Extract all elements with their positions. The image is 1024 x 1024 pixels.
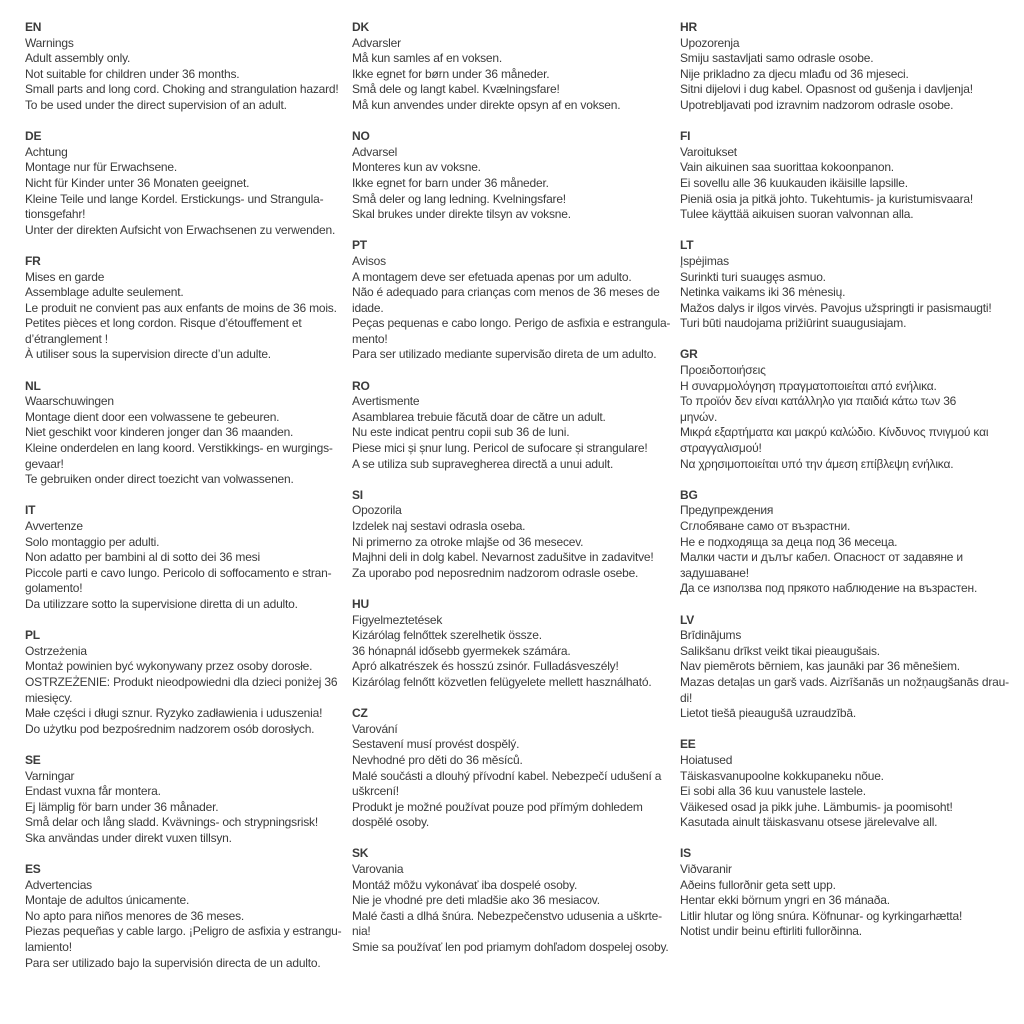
warning-line: Να χρησιμοποιείται υπό την άμεση επίβλεψη ενήλικα. (680, 456, 954, 471)
warning-section-hu (352, 597, 674, 691)
warning-line: mento! (352, 331, 388, 346)
language-code-label: FI (680, 129, 691, 144)
warning-line: Za uporabo pod neposrednim nadzorom odrasle osebe. (352, 565, 639, 580)
warning-line: Para ser utilizado mediante supervisão direta de um adulto. (352, 347, 657, 362)
warning-section-lv (680, 613, 1018, 722)
warning-line: Vain aikuinen saa suorittaa kokoonpanon. (680, 160, 894, 175)
warning-title: Opozorila (352, 503, 402, 518)
language-code-label: IS (680, 846, 691, 861)
warning-section-nl (25, 379, 355, 488)
warning-line: Montage dient door een volwassene te gebeuren. (25, 409, 280, 424)
language-code-label: PL (25, 628, 40, 643)
warning-title: Mises en garde (25, 269, 105, 284)
warning-section-pt (352, 238, 674, 363)
warning-line: Solo montaggio per adulti. (25, 534, 160, 549)
language-code-label: SE (25, 752, 41, 767)
warning-line: miesięcy. (25, 690, 73, 705)
warning-line: Salikšanu drīkst veikt tikai pieaugušais. (680, 643, 880, 658)
warning-line: Kleine onderdelen en lang koord. Verstikkings- en wurgings- (25, 441, 333, 456)
language-code-label: SK (352, 846, 369, 861)
warning-line: Må kun anvendes under direkte opsyn af en voksen. (352, 97, 621, 112)
warning-line: Smiju sastavljati samo odrasle osobe. (680, 51, 874, 66)
warning-line: Petites pièces et long cordon. Risque d’étouffement et (25, 316, 302, 331)
warning-line: Upotrebljavati pod izravnim nadzorom odrasle osobe. (680, 97, 954, 112)
language-code-label: BG (680, 487, 698, 502)
warning-title: Warnings (25, 35, 74, 50)
warning-line: Do użytku pod bezpośrednim nadzorem osób dorosłych. (25, 721, 315, 736)
language-code-label: ES (25, 862, 41, 877)
warning-line: Da utilizzare sotto la supervisione diretta di un adulto. (25, 596, 298, 611)
warning-line: Montaż powinien być wykonywany przez osoby dorosłe. (25, 659, 313, 674)
warning-line: Lietot tiešā pieaugušā uzraudzībā. (680, 706, 856, 721)
column-right (680, 20, 1018, 956)
language-code-label: NL (25, 378, 41, 393)
warning-line: Kizárólag felnőtt közvetlen felügyelete mellett használható. (352, 674, 652, 689)
warning-line: Izdelek naj sestavi odrasla oseba. (352, 519, 526, 533)
warning-line: Pieniä osia ja pitkä johto. Tukehtumis- ja kuristumisvaara! (680, 191, 974, 206)
warning-line: nia! (352, 924, 371, 939)
warning-line: Le produit ne convient pas aux enfants de moins de 36 mois. (25, 300, 337, 315)
warning-line: Не е подходяща за деца под 36 месеца. (680, 534, 898, 549)
warning-line: Litlir hlutar og löng snúra. Köfnunar- og kyrkingarhætta! (680, 908, 963, 923)
language-code-label: IT (25, 503, 36, 518)
warning-line: To be used under the direct supervision of an adult. (25, 97, 287, 112)
warning-title: Įspėjimas (680, 253, 729, 268)
language-code-label: PT (352, 238, 367, 253)
language-code-label: FR (25, 253, 41, 268)
warning-line: di! (680, 690, 693, 705)
warning-line: Sestavení musí provést dospělý. (352, 737, 520, 752)
warning-line: Το προϊόν δεν είναι κατάλληλο για παιδιά κάτω των 36 (680, 394, 957, 409)
warning-line: No apto para niños menores de 36 meses. (25, 908, 244, 923)
warning-title: Advarsel (352, 144, 398, 159)
warning-line: задушаване! (680, 565, 749, 580)
warning-line: Nije prikladno za djecu mlađu od 36 mjeseci. (680, 66, 909, 81)
warning-section-hr (680, 20, 1018, 114)
warning-line: Netinka vaikams iki 36 mėnesių. (680, 285, 846, 300)
language-code-label: CZ (352, 706, 368, 721)
warning-line: Ej lämplig för barn under 36 månader. (25, 799, 219, 814)
warning-line: OSTRZEŻENIE: Produkt nieodpowiedni dla dzieci poniżej 36 (25, 674, 338, 689)
warning-line: μηνών. (680, 409, 718, 424)
warning-line: gevaar! (25, 456, 64, 471)
warning-section-ro (352, 379, 674, 473)
language-code-label: LV (680, 612, 695, 627)
warning-line: lamiento! (25, 940, 72, 955)
warning-line: Adult assembly only. (25, 51, 131, 66)
warning-line: Ska användas under direkt vuxen tillsyn. (25, 830, 232, 845)
warning-line: Endast vuxna får montera. (25, 784, 161, 799)
warning-line: Malé součásti a dlouhý přívodní kabel. Nebezpečí udušení a (352, 768, 662, 783)
warning-line: Smie sa používať len pod priamym dohľadom dospelej osoby. (352, 940, 669, 955)
warning-title: Upozorenja (680, 35, 740, 50)
warning-line: Aðeins fullorðnir geta sett upp. (680, 877, 836, 892)
warning-title: Advertencias (25, 877, 92, 892)
warning-section-ee (680, 737, 1018, 831)
language-code-label: RO (352, 378, 370, 393)
warning-line: Non adatto per bambini al di sotto dei 36 mesi (25, 550, 260, 565)
warning-line: Kasutada ainult täiskasvanu otsese järelevalve all. (680, 815, 938, 830)
language-code-label: HU (352, 596, 369, 611)
warning-line: Tulee käyttää aikuisen suoran valvonnan alla. (680, 207, 914, 222)
warning-line: Te gebruiken onder direct toezicht van volwassenen. (25, 472, 294, 487)
warning-line: Nevhodné pro děti do 36 měsíců. (352, 752, 523, 767)
warning-line: Да се използва под прякото наблюдение на възрастен. (680, 581, 978, 596)
warning-section-en (25, 20, 355, 114)
warning-line: Kizárólag felnőttek szerelhetik össze. (352, 628, 542, 643)
warning-line: 36 hónapnál idősebb gyermekek számára. (352, 643, 571, 658)
warning-line: Ni primerno za otroke mlajše od 36 mesecev. (352, 534, 584, 549)
warning-line: Skal brukes under direkte tilsyn av voksne. (352, 207, 571, 222)
warning-line: Μικρά εξαρτήματα και μακρύ καλώδιο. Κίνδυνος πνιγμού και (680, 425, 989, 440)
warning-line: Small parts and long cord. Choking and strangulation hazard! (25, 82, 339, 97)
column-left (25, 20, 355, 987)
warning-line: Nu este indicat pentru copii sub 36 de luni. (352, 425, 570, 440)
warning-title: Avvertenze (25, 519, 83, 533)
warning-line: Piezas pequeñas y cable largo. ¡Peligro de asfixia y estrangu- (25, 924, 342, 939)
warning-line: Turi būti naudojama prižiūrint suaugusiajam. (680, 316, 907, 331)
warning-section-it (25, 503, 355, 612)
warning-line: Não é adequado para crianças com menos de 36 meses de (352, 285, 660, 300)
language-code-label: SI (352, 487, 363, 502)
warning-section-lt (680, 238, 1018, 332)
warning-line: tionsgefahr! (25, 207, 86, 222)
warning-line: Produkt je možné používat pouze pod přímým dohledem (352, 799, 643, 814)
warning-title: Figyelmeztetések (352, 612, 443, 627)
warning-line: A montagem deve ser efetuada apenas por um adulto. (352, 269, 632, 284)
language-code-label: EE (680, 737, 696, 752)
warning-title: Предупреждения (680, 503, 774, 518)
warning-line: Notist undir beinu eftirliti fullorðinna. (680, 924, 862, 939)
warning-line: Sitni dijelovi i dug kabel. Opasnost od gušenja i davljenja! (680, 82, 973, 97)
warning-section-se (25, 753, 355, 847)
warning-title: Varovania (352, 862, 404, 877)
warning-title: Hoiatused (680, 752, 733, 767)
warning-line: Hentar ekki börnum yngri en 36 mánaða. (680, 893, 890, 908)
warning-section-fi (680, 129, 1018, 223)
warning-line: Små delar och lång sladd. Kvävnings- och strypningsrisk! (25, 815, 318, 830)
language-code-label: EN (25, 20, 42, 34)
warning-line: Majhni deli in dolg kabel. Nevarnost zadušitve in zadavitve! (352, 550, 654, 565)
warning-section-dk (352, 20, 674, 114)
warning-section-no (352, 129, 674, 223)
language-code-label: GR (680, 347, 698, 362)
warning-line: Små deler og lang ledning. Kvelningsfare! (352, 191, 566, 206)
warning-line: dospělé osoby. (352, 815, 430, 830)
warning-line: Peças pequenas e cabo longo. Perigo de asfixia e estrangula- (352, 316, 671, 331)
warning-title: Achtung (25, 144, 68, 159)
warning-line: Unter der direkten Aufsicht von Erwachsenen zu verwenden. (25, 222, 336, 237)
warning-title: Avisos (352, 253, 386, 268)
warning-line: Mazas detaļas un garš vads. Aizrīšanās un nožņaugšanās drau- (680, 674, 1009, 689)
warning-title: Waarschuwingen (25, 394, 114, 409)
warning-section-gr (680, 347, 1018, 472)
warning-line: Piese mici și șnur lung. Pericol de sufocare și strangulare! (352, 441, 648, 456)
warning-line: Assemblage adulte seulement. (25, 285, 184, 300)
warning-line: Montaje de adultos únicamente. (25, 893, 190, 908)
warning-line: Nie je vhodné pre deti mladšie ako 36 mesiacov. (352, 893, 600, 908)
warning-line: Сглобяване само от възрастни. (680, 519, 851, 533)
warning-line: Not suitable for children under 36 months. (25, 66, 240, 81)
language-code-label: DK (352, 20, 369, 34)
warning-line: Małe części i długi sznur. Ryzyko zadławienia i uduszenia! (25, 706, 323, 721)
warning-section-fr (25, 254, 355, 363)
warning-title: Varningar (25, 768, 75, 783)
column-middle (352, 20, 674, 971)
warning-line: Apró alkatrészek és hosszú zsinór. Fulladásveszély! (352, 659, 619, 674)
warning-section-de (25, 129, 355, 238)
warning-line: idade. (352, 300, 384, 315)
warning-title: Ostrzeżenia (25, 643, 87, 658)
warning-line: Väikesed osad ja pikk juhe. Lämbumis- ja poomisoht! (680, 799, 953, 814)
warning-title: Avertismente (352, 394, 420, 409)
language-code-label: NO (352, 129, 370, 144)
warning-line: Monteres kun av voksne. (352, 160, 481, 175)
warning-line: Piccole parti e cavo lungo. Pericolo di soffocamento e stran- (25, 565, 332, 580)
warning-section-cz (352, 706, 674, 831)
warning-section-es (25, 862, 355, 971)
warning-line: À utiliser sous la supervision directe d’un adulte. (25, 347, 271, 362)
language-code-label: LT (680, 238, 694, 253)
warning-line: Asamblarea trebuie făcută doar de către un adult. (352, 409, 606, 424)
warning-line: Surinkti turi suaugęs asmuo. (680, 269, 826, 284)
language-code-label: HR (680, 20, 697, 34)
warning-line: Montage nur für Erwachsene. (25, 160, 178, 175)
warning-title: Brīdinājums (680, 628, 742, 643)
language-code-label: DE (25, 129, 42, 144)
warning-title: Varoitukset (680, 144, 737, 159)
warning-section-bg (680, 488, 1018, 597)
warning-title: Viðvaranir (680, 862, 732, 877)
warning-line: Må kun samles af en voksen. (352, 51, 503, 66)
warning-line: Täiskasvanupoolne kokkupaneku nõue. (680, 768, 884, 783)
warning-line: Nicht für Kinder unter 36 Monaten geeignet. (25, 175, 250, 190)
warning-line: Mažos dalys ir ilgos virvės. Pavojus užspringti ir pasismaugti! (680, 300, 992, 315)
warning-section-is (680, 846, 1018, 940)
warning-line: Ei sobi alla 36 kuu vanustele lastele. (680, 784, 866, 799)
warning-title: Προειδοποιήσεις (680, 363, 766, 378)
warning-line: A se utiliza sub supravegherea directă a unui adult. (352, 456, 614, 471)
warning-line: Kleine Teile und lange Kordel. Erstickungs- und Strangula- (25, 191, 324, 206)
warning-line: Ei sovellu alle 36 kuukauden ikäisille lapsille. (680, 175, 908, 190)
warning-line: uškrcení! (352, 784, 399, 799)
warning-line: Niet geschikt voor kinderen jonger dan 36 maanden. (25, 425, 294, 440)
warning-line: Малки части и дълъг кабел. Опасност от задавяне и (680, 550, 963, 565)
warning-line: golamento! (25, 581, 83, 596)
warning-section-pl (25, 628, 355, 737)
warning-line: Malé časti a dlhá šnúra. Nebezpečenstvo udusenia a uškrte- (352, 908, 662, 923)
warning-section-si (352, 488, 674, 582)
warning-title: Varování (352, 721, 398, 736)
warning-line: Nav piemērots bērniem, kas jaunāki par 36 mēnešiem. (680, 659, 960, 674)
warning-line: Montáž môžu vykonávať iba dospelé osoby. (352, 877, 578, 892)
warning-line: Ikke egnet for børn under 36 måneder. (352, 66, 550, 81)
warning-line: στραγγαλισμού! (680, 441, 762, 456)
warning-line: Ikke egnet for barn under 36 måneder. (352, 175, 549, 190)
warning-line: Para ser utilizado bajo la supervisión directa de un adulto. (25, 955, 321, 970)
warning-section-sk (352, 846, 674, 955)
warning-line: Små dele og langt kabel. Kvælningsfare! (352, 82, 560, 97)
warning-line: Η συναρμολόγηση πραγματοποιείται από ενήλικα. (680, 378, 937, 393)
warning-title: Advarsler (352, 35, 401, 50)
warning-line: d’étranglement ! (25, 331, 108, 346)
